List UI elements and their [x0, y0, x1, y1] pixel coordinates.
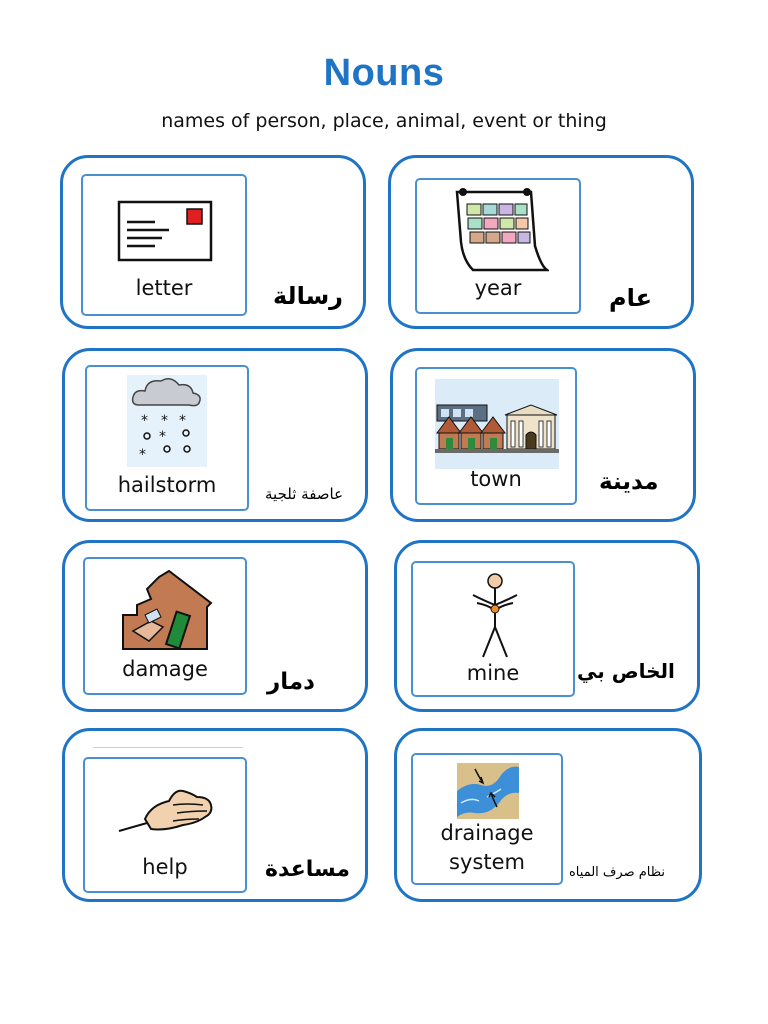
page-title: Nouns	[323, 52, 445, 94]
symbol-box-letter	[81, 174, 247, 316]
svg-text:*: *	[159, 429, 166, 445]
word-label-letter: letter	[135, 276, 193, 300]
card-letter	[60, 155, 366, 329]
word-label-drainage: drainage	[440, 821, 534, 845]
word-label-year: year	[474, 276, 522, 300]
symbol-box-mine	[411, 561, 575, 697]
symbol-box-help	[83, 757, 247, 893]
card-mine	[394, 540, 700, 712]
word-label-mine: mine	[466, 661, 520, 685]
svg-text:*: *	[179, 413, 186, 429]
word-label-town: town	[470, 467, 522, 491]
word-label-damage: damage	[122, 657, 208, 681]
letter-icon	[117, 200, 215, 266]
symbol-box-drainage-system	[411, 753, 563, 885]
svg-text:*: *	[141, 413, 148, 429]
page-subtitle: names of person, place, animal, event or thing	[161, 110, 607, 132]
word-label-help: help	[142, 855, 188, 879]
person-icon	[465, 571, 525, 661]
symbol-box-damage	[83, 557, 247, 695]
arabic-label-letter: رسالة	[273, 282, 343, 310]
svg-text:*: *	[161, 413, 168, 429]
card-year	[388, 155, 694, 329]
symbol-box-town	[415, 367, 577, 505]
hailstorm-icon	[127, 375, 207, 467]
drainage-icon	[457, 763, 519, 819]
card-help	[62, 728, 368, 902]
arabic-label-mine: الخاص بي	[577, 659, 675, 683]
word-label-system: system	[449, 850, 525, 874]
card-town	[390, 348, 696, 522]
arabic-label-drainage-system: نظام صرف المياه	[569, 865, 666, 880]
arabic-label-year: عام	[609, 284, 652, 312]
calendar-icon	[449, 186, 549, 276]
card-damage	[62, 540, 368, 712]
damaged-house-icon	[119, 569, 215, 653]
arabic-label-town: مدينة	[599, 469, 659, 495]
arabic-label-hailstorm: عاصفة ثلجية	[265, 485, 344, 503]
divider-line	[93, 747, 243, 748]
symbol-box-year	[415, 178, 581, 314]
word-label-hailstorm: hailstorm	[117, 473, 217, 497]
symbol-box-hailstorm	[85, 365, 249, 511]
card-hailstorm	[62, 348, 368, 522]
arabic-label-help: مساعدة	[265, 857, 350, 882]
card-drainage-system	[394, 728, 702, 902]
svg-text:*: *	[139, 447, 146, 463]
town-icon	[435, 379, 559, 469]
hand-icon	[117, 783, 217, 843]
arabic-label-damage: دمار	[267, 669, 315, 695]
